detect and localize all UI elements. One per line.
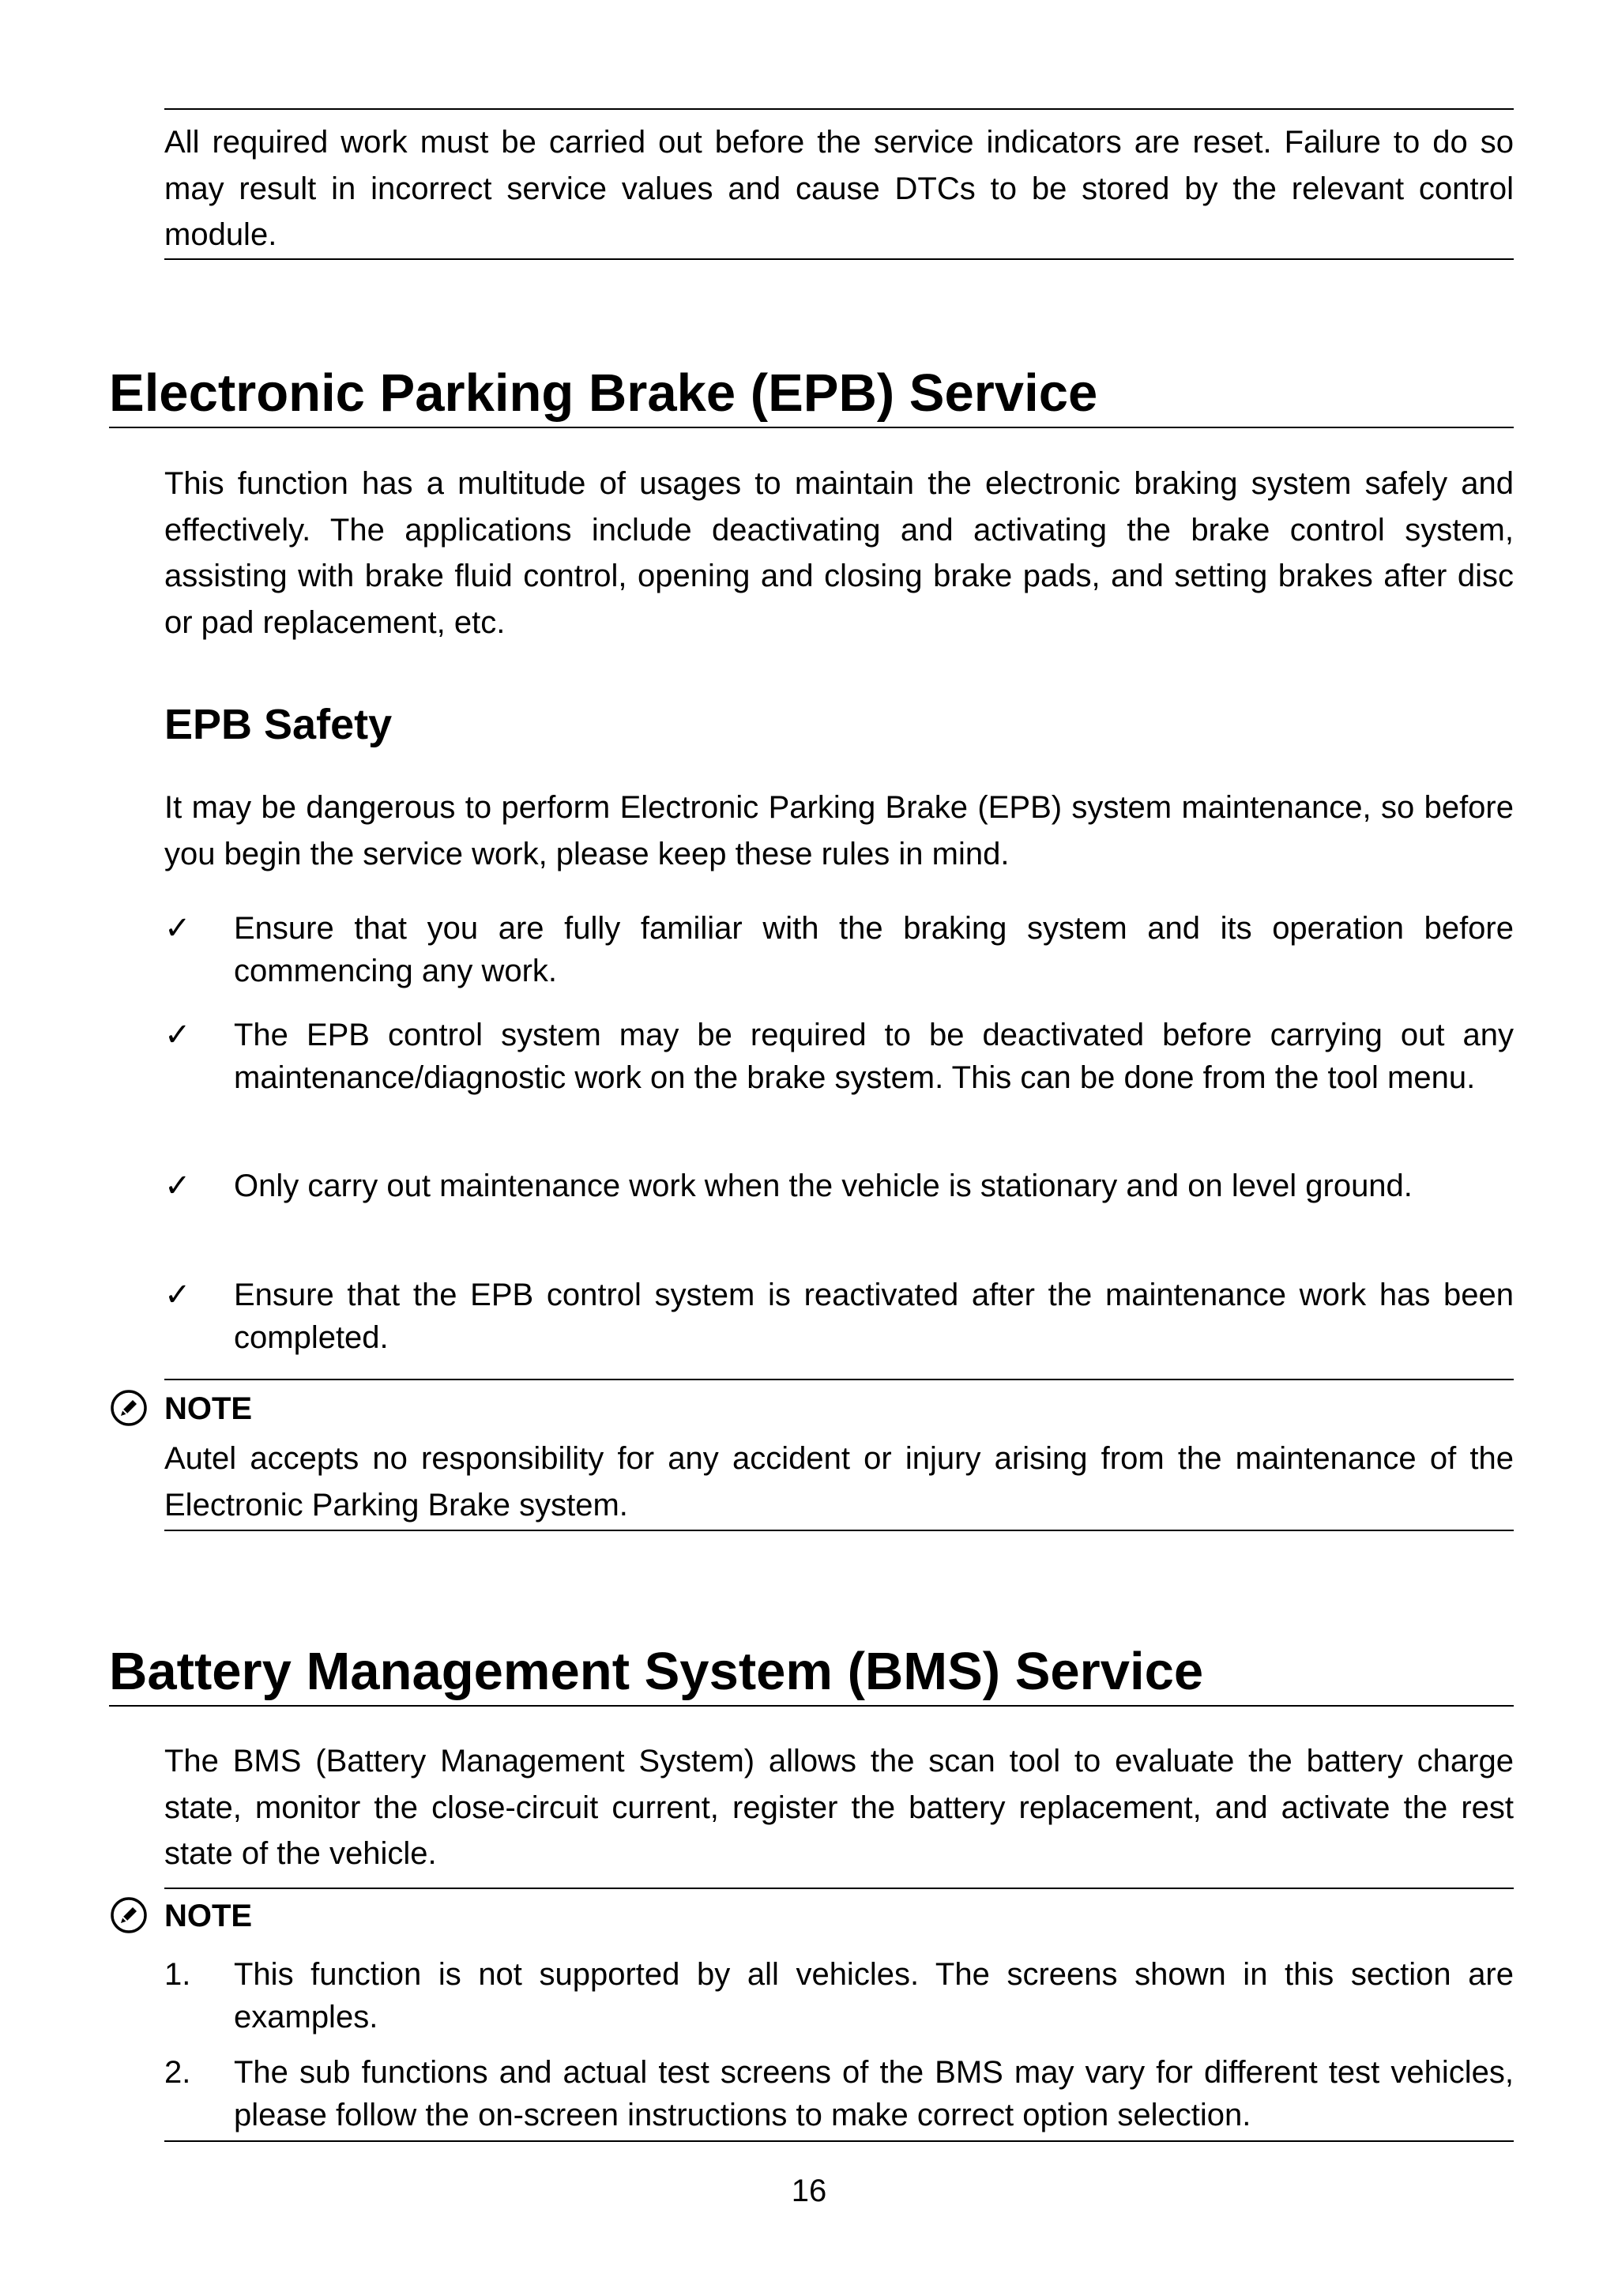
safety-rule-4: Ensure that the EPB control system is reactivated after the maintenance work has been completed. [234, 1278, 1514, 1355]
check-icon: ✓ [164, 1169, 191, 1203]
top-notice-text: All required work must be carried out before the service indicators are reset. Failure to do so may result in incorrect service values and cause DTCs to be stored by the relevant control module. [164, 125, 1514, 252]
epb-note-label: NOTE [164, 1391, 253, 1426]
bms-note-rule-top [164, 1888, 1514, 1889]
safety-rule-3: Only carry out maintenance work when the vehicle is stationary and on level ground. [234, 1169, 1413, 1203]
note-pencil-icon [109, 1895, 149, 1935]
note-pencil-icon [109, 1388, 149, 1428]
check-icon: ✓ [164, 911, 191, 946]
epb-intro: This function has a multitude of usages to maintain the electronic braking system safely and effectively. The applications include deactivating and activating the brake control system, assisting with brake fluid control, opening and closing brake pads, and setting brakes after disc or pad replacement, etc. [164, 466, 1514, 640]
bms-note-label: NOTE [164, 1899, 253, 1933]
bms-note-item-1-number: 1. [164, 1957, 191, 1992]
bms-title-underline [109, 1705, 1514, 1707]
safety-rule-2: The EPB control system may be required to be deactivated before carrying out any maintenance/diagnostic work on the brake system. This can be done from the tool menu. [234, 1018, 1514, 1095]
bms-section-title: Battery Management System (BMS) Service [109, 1642, 1204, 1701]
check-icon: ✓ [164, 1018, 191, 1052]
epb-note-text: Autel accepts no responsibility for any accident or injury arising from the maintenance of the Electronic Parking Brake system. [164, 1441, 1514, 1523]
bms-intro: The BMS (Battery Management System) allows the scan tool to evaluate the battery charge state, monitor the close-circuit current, register the battery replacement, and activate the rest state of the vehicle. [164, 1744, 1514, 1871]
safety-rule-1: Ensure that you are fully familiar with the braking system and its operation before commencing any work. [234, 911, 1514, 988]
top-notice-rule-top [164, 108, 1514, 110]
epb-safety-intro: It may be dangerous to perform Electronic Parking Brake (EPB) system maintenance, so before you begin the service work, please keep these rules in mind. [164, 790, 1514, 871]
bms-note-item-2: The sub functions and actual test screens of the BMS may vary for different test vehicles, please follow the on-screen instructions to make correct option selection. [234, 2055, 1514, 2132]
epb-safety-title: EPB Safety [164, 701, 393, 748]
bms-note-item-1: This function is not supported by all vehicles. The screens shown in this section are examples. [234, 1957, 1514, 2034]
check-icon: ✓ [164, 1278, 191, 1312]
epb-note-rule-top [164, 1379, 1514, 1380]
page-number: 16 [791, 2174, 827, 2208]
top-notice-rule-bottom [164, 258, 1514, 260]
bms-note-rule-bottom [164, 2140, 1514, 2142]
epb-title-underline [109, 427, 1514, 428]
bms-note-item-2-number: 2. [164, 2055, 191, 2090]
epb-note-rule-bottom [164, 1530, 1514, 1531]
epb-section-title: Electronic Parking Brake (EPB) Service [109, 363, 1098, 423]
